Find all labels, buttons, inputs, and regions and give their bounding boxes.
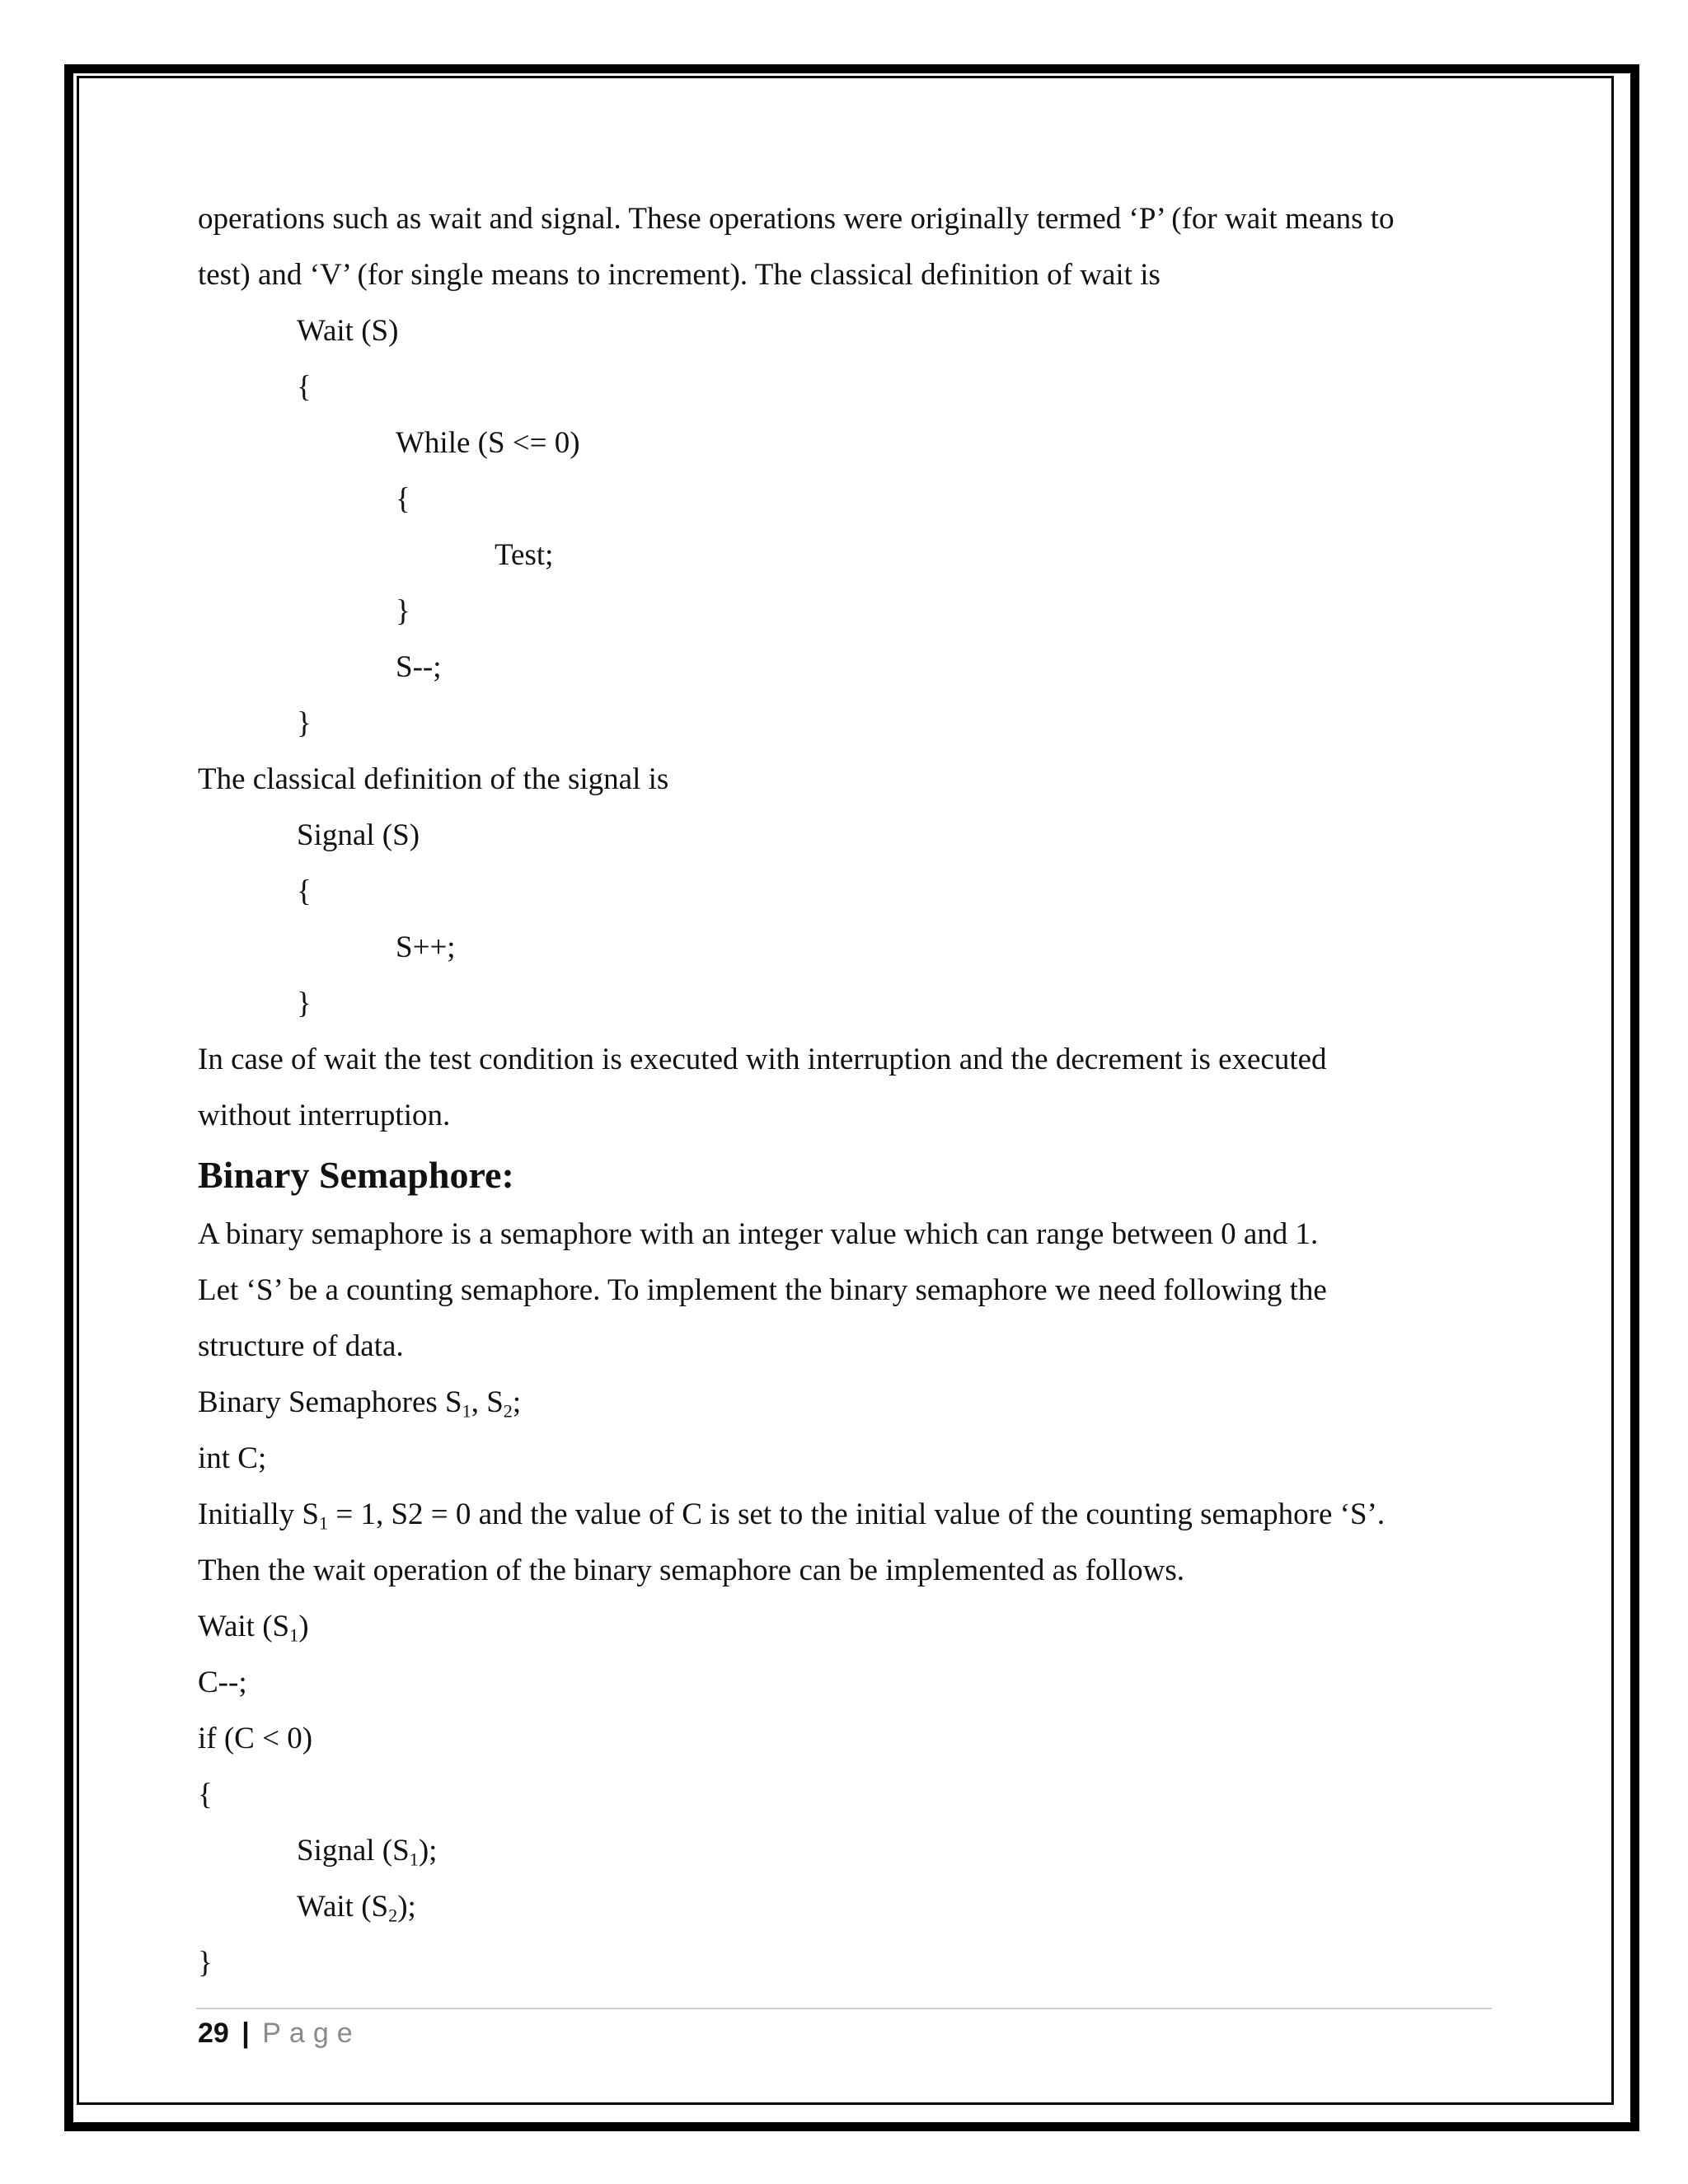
code-line: Test; [495, 538, 554, 572]
code-line: Signal (S) [297, 818, 420, 852]
code-line: Binary Semaphores $S_1$, $S_2$; [198, 1385, 522, 1422]
code-line: Wait $(S_2)$; [297, 1890, 416, 1926]
code-line: Wait $(S_1)$ [198, 1610, 309, 1646]
code-line: Signal $(S_1)$; [297, 1834, 438, 1870]
page-footer [198, 2011, 361, 2055]
code-line: { [198, 1778, 213, 1811]
footer-divider [196, 2008, 1492, 2009]
code-line: { [396, 482, 410, 516]
code-line: C--; [198, 1666, 247, 1699]
code-line: } [198, 1946, 213, 1980]
paragraph-line: A binary semaphore is a semaphore with an integer value which can range between 0 and 1. [198, 1217, 1319, 1251]
code-line: Wait (S) [297, 314, 399, 348]
page-number: 29 [198, 2018, 229, 2049]
paragraph-line: without interruption. [198, 1099, 451, 1132]
page-body [198, 191, 1484, 1991]
code-line: { [297, 874, 312, 908]
code-line: int C; [198, 1441, 267, 1475]
code-line: if (C < 0) [198, 1722, 313, 1755]
paragraph-line: The classical definition of the signal is [198, 762, 669, 796]
paragraph-line: Let ‘S’ be a counting semaphore. To implement the binary semaphore we need following the [198, 1273, 1327, 1307]
paragraph-line: Then the wait operation of the binary semaphore can be implemented as follows. [198, 1554, 1184, 1587]
code-line: } [297, 706, 312, 740]
code-line: { [297, 370, 312, 404]
paragraph-line: In case of wait the test condition is executed with interruption and the decrement is executed [198, 1043, 1327, 1076]
paragraph-line: operations such as wait and signal. These operations were originally termed ‘P’ (for wait means to [198, 202, 1395, 236]
section-heading: Binary Semaphore: [198, 1154, 514, 1196]
code-line: } [297, 987, 312, 1020]
paragraph-line: structure of data. [198, 1329, 404, 1363]
code-line: S--; [396, 650, 442, 684]
code-line: } [396, 594, 410, 628]
code-line: S++; [396, 930, 456, 964]
paragraph-line: Initially $S_1 = 1$, S2 = 0 and the value of C is set to the initial value of the counting semaphore ‘S’. [198, 1497, 1386, 1534]
paragraph-line: test) and ‘V’ (for single means to increment). The classical definition of wait is [198, 258, 1160, 292]
footer-separator: | [241, 2018, 250, 2049]
page-label: Page [262, 2018, 361, 2049]
code-line: While (S <= 0) [396, 426, 580, 460]
